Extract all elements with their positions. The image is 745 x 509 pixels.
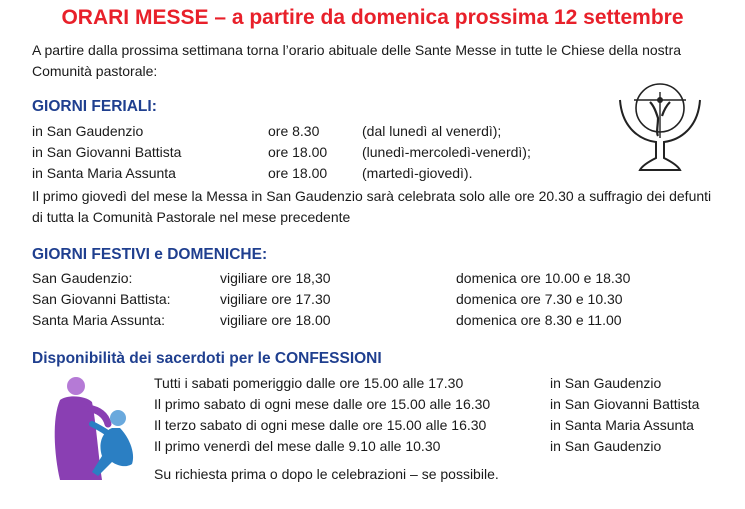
feriali-time: ore 18.00 <box>268 165 328 181</box>
feriali-time: ore 8.30 <box>268 123 320 139</box>
confessioni-when: Il terzo sabato di ogni mese dalle ore 15.00 alle 16.30 <box>154 417 487 433</box>
chalice-with-crucifix-icon <box>612 78 708 178</box>
feriali-note-line-2: di tutta la Comunità Pastorale nel mese precedente <box>32 209 351 225</box>
confession-figures-icon <box>32 372 144 484</box>
festivi-heading: GIORNI FESTIVI e DOMENICHE: <box>32 246 268 263</box>
feriali-time: ore 18.00 <box>268 144 328 160</box>
confessioni-when: Il primo venerdì del mese dalle 9.10 alle 10.30 <box>154 438 441 454</box>
festivi-sunday: domenica ore 10.00 e 18.30 <box>456 270 631 286</box>
festivi-vigil: vigiliare ore 17.30 <box>220 291 331 307</box>
intro-line-1: A partire dalla prossima settimana torna l’orario abituale delle Sante Messe in tutte le Chiese della nostra <box>32 42 682 58</box>
confessioni-when: Il primo sabato di ogni mese dalle ore 15.00 alle 16.30 <box>154 396 491 412</box>
feriali-church: in San Gaudenzio <box>32 123 144 139</box>
page-title: ORARI MESSE – a partire da domenica prossima 12 settembre <box>61 6 684 29</box>
intro-line-2: Comunità pastorale: <box>32 63 158 79</box>
feriali-days: (lunedì-mercoledì-venerdì); <box>362 144 531 160</box>
festivi-church: Santa Maria Assunta: <box>32 312 166 328</box>
confessioni-heading: Disponibilità dei sacerdoti per le CONFESSIONI <box>32 350 382 367</box>
feriali-note-line-1: Il primo giovedì del mese la Messa in San Gaudenzio sarà celebrata solo alle ore 20.30 a suffragio dei defunti <box>32 188 712 204</box>
feriali-church: in Santa Maria Assunta <box>32 165 176 181</box>
festivi-vigil: vigiliare ore 18.00 <box>220 312 331 328</box>
feriali-days: (dal lunedì al venerdì); <box>362 123 502 139</box>
festivi-sunday: domenica ore 8.30 e 11.00 <box>456 312 622 328</box>
confessioni-where: in San Gaudenzio <box>550 375 662 391</box>
feriali-days: (martedì-giovedì). <box>362 165 473 181</box>
feriali-heading: GIORNI FERIALI: <box>32 98 157 115</box>
feriali-church: in San Giovanni Battista <box>32 144 182 160</box>
festivi-church: San Giovanni Battista: <box>32 291 171 307</box>
festivi-vigil: vigiliare ore 18,30 <box>220 270 331 286</box>
confessioni-where: in Santa Maria Assunta <box>550 417 694 433</box>
confessioni-footer: Su richiesta prima o dopo le celebrazioni – se possibile. <box>154 466 499 482</box>
confessioni-when: Tutti i sabati pomeriggio dalle ore 15.00 alle 17.30 <box>154 375 464 391</box>
festivi-sunday: domenica ore 7.30 e 10.30 <box>456 291 623 307</box>
confessioni-where: in San Giovanni Battista <box>550 396 700 412</box>
confessioni-where: in San Gaudenzio <box>550 438 662 454</box>
festivi-church: San Gaudenzio: <box>32 270 133 286</box>
